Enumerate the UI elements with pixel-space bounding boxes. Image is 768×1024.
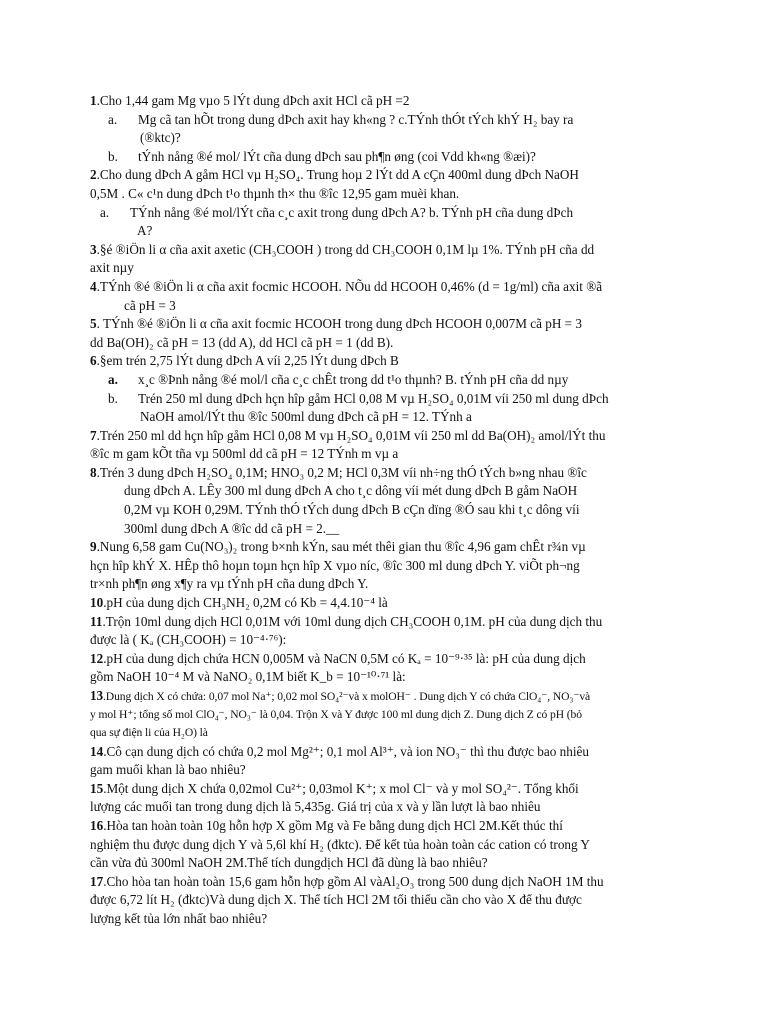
question-text: .pH của dung dịch chứa HCN 0,005M và NaCN 0,5M có Kₐ = 10⁻⁹·³⁵ là: pH của dung dịch — [103, 650, 586, 666]
question-text: .Trén 3 dung dÞch H₂SO₄ 0,1M; HNO₃ 0,2 M; HCl 0,3M víi nh÷ng thÓ tÝch b»ng nhau ®îc — [96, 464, 587, 480]
question-text: .Cho hòa tan hoàn toàn 15,6 gam hỗn hợp gồm Al vàAl₂O₃ trong 500 dung dịch NaOH 1M thu — [103, 873, 604, 889]
question-text: .Hòa tan hoàn toàn 10g hỗn hợp X gồm Mg và Fe bằng dung dịch HCl 2M.Kết thúc thí — [103, 817, 563, 833]
question-text: gồm NaOH 10⁻⁴ M và NaNO₂ 0,1M biết K_b = 10⁻¹⁰·⁷¹ là: — [90, 669, 406, 685]
item-text: TÝnh nång ®é mol/lÝt cña c¸c axit trong dung dÞch A? b. TÝnh pH cña dung dÞch — [130, 204, 574, 220]
question-text: gam muối khan là bao nhiêu? — [90, 762, 246, 778]
question-12 — [90, 650, 710, 687]
question-number: 4 — [90, 278, 97, 294]
question-number: 12 — [90, 650, 104, 666]
question-text: .Trén 250 ml dd hçn hîp gåm HCl 0,08 M vµ H₂SO₄ 0,01M víi 250 ml dd Ba(OH)₂ amol/lÝt thu — [96, 427, 606, 443]
item-text-continued: NaOH amol/lÝt thu ®îc 500ml dung dÞch cã pH = 12. TÝnh a — [140, 409, 472, 425]
question-number: 7 — [90, 427, 97, 443]
question-number: 9 — [90, 539, 97, 555]
item-text: Trén 250 ml dung dÞch hçn hîp gåm HCl 0,08 M vµ H₂SO₄ 0,01M víi 250 ml dung dÞch — [138, 390, 609, 406]
question-text: .Trộn 10ml dung dịch HCl 0,01M với 10ml dung dịch CH₃COOH 0,1M. pH của dung dịch thu — [102, 613, 603, 629]
question-text: 0,5M . C« c¹n dung dÞch t¹o thµnh th× thu ®îc 12,95 gam muèi khan. — [90, 185, 460, 201]
question-number: 6 — [90, 353, 97, 369]
question-text: .§é ®iÖn li α cña axit axetic (CH₃COOH ) trong dd CH₃COOH 0,1M lµ 1%. TÝnh pH cña dd — [96, 241, 595, 257]
document-page — [90, 92, 710, 929]
question-text: .Cho dung dÞch A gåm HCl vµ H₂SO₄. Trung hoµ 2 lÝt dd A cÇn 400ml dung dÞch NaOH — [96, 167, 579, 183]
question-text: được 6,72 lít H₂ (đktc)Và dung dịch X. Thể tích HCl 2M tối thiểu cần cho vào X để thu được — [90, 892, 582, 908]
question-text: .TÝnh ®é ®iÖn li α cña axit focmic HCOOH. NÕu dd HCOOH 0,46% (d = 1g/ml) cña axit ®ã — [96, 278, 603, 294]
question-text: 0,2M vµ KOH 0,29M. TÝnh thÓ tÝch dung dÞch B cÇn dïng ®Ó sau khi t¸c dông víi — [124, 502, 580, 518]
question-15 — [90, 780, 710, 817]
question-number: 16 — [90, 817, 104, 833]
question-7 — [90, 427, 710, 464]
question-text: được là ( Kₐ (CH₃COOH) = 10⁻⁴·⁷⁶): — [90, 632, 287, 648]
question-9 — [90, 538, 710, 594]
question-text: axit nµy — [90, 260, 134, 276]
question-text: . TÝnh ®é ®iÖn li α cña axit focmic HCOOH trong dung dÞch HCOOH 0,007M cã pH = 3 — [96, 316, 582, 332]
item-label: b. — [108, 148, 118, 164]
question-number: 3 — [90, 241, 97, 257]
question-number: 2 — [90, 167, 97, 183]
item-label: a. — [100, 204, 110, 220]
item-text: x¸c ®Þnh nång ®é mol/l cña c¸c chÊt trong dd t¹o thµnh? B. tÝnh pH cña dd nµy — [138, 371, 569, 387]
item-label: a. — [108, 111, 118, 127]
question-5 — [90, 315, 710, 352]
question-text: dung dÞch A. LÊy 300 ml dung dÞch A cho t¸c dông víi mét dung dÞch B gåm NaOH — [124, 483, 578, 499]
question-1 — [90, 92, 710, 166]
question-4 — [90, 278, 710, 315]
question-text: y mol H⁺; tổng số mol ClO₄⁻, NO₃⁻ là 0,04. Trộn X và Y được 100 ml dung dịch Z. Dung dịch Z có pH (bỏ — [90, 708, 582, 722]
question-text: tr×nh ph¶n øng x¶y ra vµ tÝnh pH cña dung dÞch Y. — [90, 576, 369, 592]
question-17 — [90, 873, 710, 929]
question-text: cần vừa đủ 300ml NaOH 2M.Thể tích dungdịch HCl đã dùng là bao nhiêu? — [90, 855, 488, 871]
question-8 — [90, 464, 710, 538]
question-text: .Cô cạn dung dịch có chứa 0,2 mol Mg²⁺; 0,1 mol Al³⁺, và ion NO₃⁻ thì thu được bao nhiêu — [103, 743, 589, 759]
question-2 — [90, 166, 710, 240]
question-text: lượng các muối tan trong dung dịch là 5,435g. Giá trị của x và y lần lượt là bao nhiêu — [90, 799, 541, 815]
question-number: 13 — [90, 688, 103, 703]
question-16 — [90, 817, 710, 873]
question-number: 15 — [90, 780, 104, 796]
question-text: .pH của dung dịch CH₃NH₂ 0,2M có Kb = 4,4.10⁻⁴ là — [103, 595, 388, 611]
question-3 — [90, 241, 710, 278]
question-text: 300ml dung dÞch A ®îc dd cã pH = 2.__ — [124, 520, 340, 536]
question-number: 17 — [90, 873, 104, 889]
question-text: .§em trén 2,75 lÝt dung dÞch A víi 2,25 lÝt dung dÞch B — [96, 353, 399, 369]
question-text: lượng kết tủa lớn nhất bao nhiêu? — [90, 910, 268, 926]
question-text: .Một dung dịch X chứa 0,02mol Cu²⁺; 0,03mol K⁺; x mol Cl⁻ và y mol SO₄²⁻. Tổng khối — [103, 780, 579, 796]
item-text: Mg cã tan hÕt trong dung dÞch axit hay kh«ng ? c.TÝnh thÓt tÝch khÝ H₂ bay ra — [138, 111, 574, 127]
question-text: .Nung 6,58 gam Cu(NO₃)₂ trong b×nh kÝn, sau mét thêi gian thu ®îc 4,96 gam chÊt r¾n vµ — [96, 539, 586, 555]
question-text: ®îc m gam kÕt tña vµ 500ml dd cã pH = 12 TÝnh m vµ a — [90, 446, 399, 462]
question-10 — [90, 594, 710, 613]
item-label: a. — [108, 371, 118, 387]
question-text: cã pH = 3 — [124, 297, 176, 313]
question-text: nghiệm thu được dung dịch Y và 5,6l khí H₂ (đktc). Để kết tủa hoàn toàn các cation có trong Y — [90, 836, 590, 852]
question-14 — [90, 743, 710, 780]
question-11 — [90, 613, 710, 650]
question-number: 14 — [90, 743, 104, 759]
item-text-continued: A? — [137, 223, 153, 239]
item-text-continued: (®ktc)? — [140, 130, 181, 146]
item-label: b. — [108, 390, 118, 406]
question-6 — [90, 352, 710, 426]
question-text: .Dung dịch X có chứa: 0,07 mol Na⁺; 0,02 mol SO₄²⁻và x molOH⁻ . Dung dịch Y có chứa ClO₄⁻, NO₃⁻và — [103, 690, 591, 703]
question-number: 1 — [90, 93, 97, 108]
question-text: dd Ba(OH)₂ cã pH = 13 (dd A), dd HCl cã pH = 1 (dd B). — [90, 334, 394, 350]
question-number: 10 — [90, 595, 104, 611]
question-number: 11 — [90, 613, 103, 629]
question-13 — [90, 687, 710, 743]
question-text: .Cho 1,44 gam Mg vµo 5 lÝt dung dÞch axit HCl cã pH =2 — [96, 93, 410, 108]
question-number: 8 — [90, 464, 97, 480]
question-number: 5 — [90, 316, 97, 332]
question-text: hçn hîp khÝ X. HÊp thô hoµn toµn hçn hîp X vµo níc, ®îc 300 ml dung dÞch Y. viÕt ph¬ng — [90, 557, 580, 573]
item-text: tÝnh nång ®é mol/ lÝt cña dung dÞch sau ph¶n øng (coi Vdd kh«ng ®æi)? — [138, 148, 536, 164]
question-text: qua sự điện li của H₂O) là — [90, 726, 208, 740]
